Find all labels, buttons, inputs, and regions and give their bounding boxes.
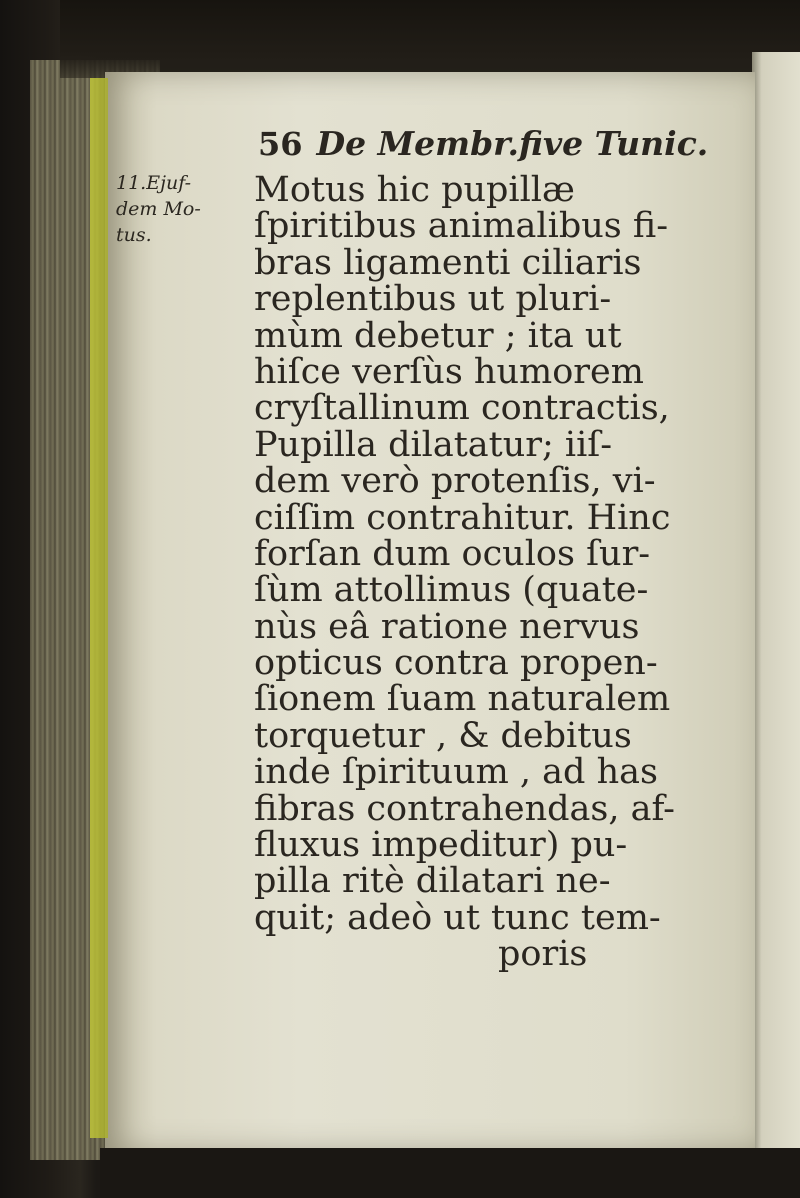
- text-line: forſan dum oculos ſur-: [254, 533, 651, 574]
- text-line: quit; adeò ut tunc tem-: [254, 897, 661, 938]
- text-line: ſionem ſuam naturalem: [254, 679, 671, 720]
- margin-note: [116, 170, 218, 248]
- bottom-shadow: [100, 1148, 800, 1198]
- text-line: mùm debetur ; ita ut: [254, 315, 622, 356]
- catchword: poris: [498, 934, 588, 975]
- page-header: [258, 124, 728, 168]
- text-line: hiſce verſùs humorem: [254, 351, 644, 392]
- text-line: ſùm attollimus (quate-: [254, 570, 649, 611]
- text-line: Pupilla dilatatur; iiſ-: [254, 424, 613, 465]
- text-line: fibras contrahendas, af-: [254, 788, 675, 829]
- right-facing-page: [752, 52, 800, 1162]
- text-line: nùs eâ ratione nervus: [254, 606, 640, 647]
- page-number: 56: [258, 125, 303, 163]
- text-line: torquetur , & debitus: [254, 715, 632, 756]
- page-gutter-edge: [90, 78, 108, 1138]
- margin-note-line: tus.: [116, 224, 152, 246]
- text-line: dem verò protenſis, vi-: [254, 461, 656, 502]
- body-text: [218, 172, 738, 973]
- text-line: opticus contra propen-: [254, 643, 658, 684]
- text-line: bras ligamenti ciliaris: [254, 242, 642, 283]
- text-line: ſpiritibus animalibus fi-: [254, 206, 669, 247]
- text-line: ciſſim contrahitur. Hinc: [254, 497, 671, 538]
- text-line: Motus hic pupillæ: [254, 170, 575, 210]
- margin-note-line: dem Mo-: [116, 198, 201, 220]
- text-line: inde ſpirituum , ad has: [254, 752, 658, 793]
- text-line: cryſtallinum contractis,: [254, 388, 670, 429]
- text-line: fluxus impeditur) pu-: [254, 825, 628, 866]
- text-line: replentibus ut pluri-: [254, 279, 612, 320]
- text-line: pilla ritè dilatari ne-: [254, 861, 611, 902]
- margin-note-line: 11.Ejuf-: [116, 172, 191, 194]
- top-shadow: [60, 0, 800, 78]
- running-head: De Membr.five Tunic.: [316, 124, 709, 163]
